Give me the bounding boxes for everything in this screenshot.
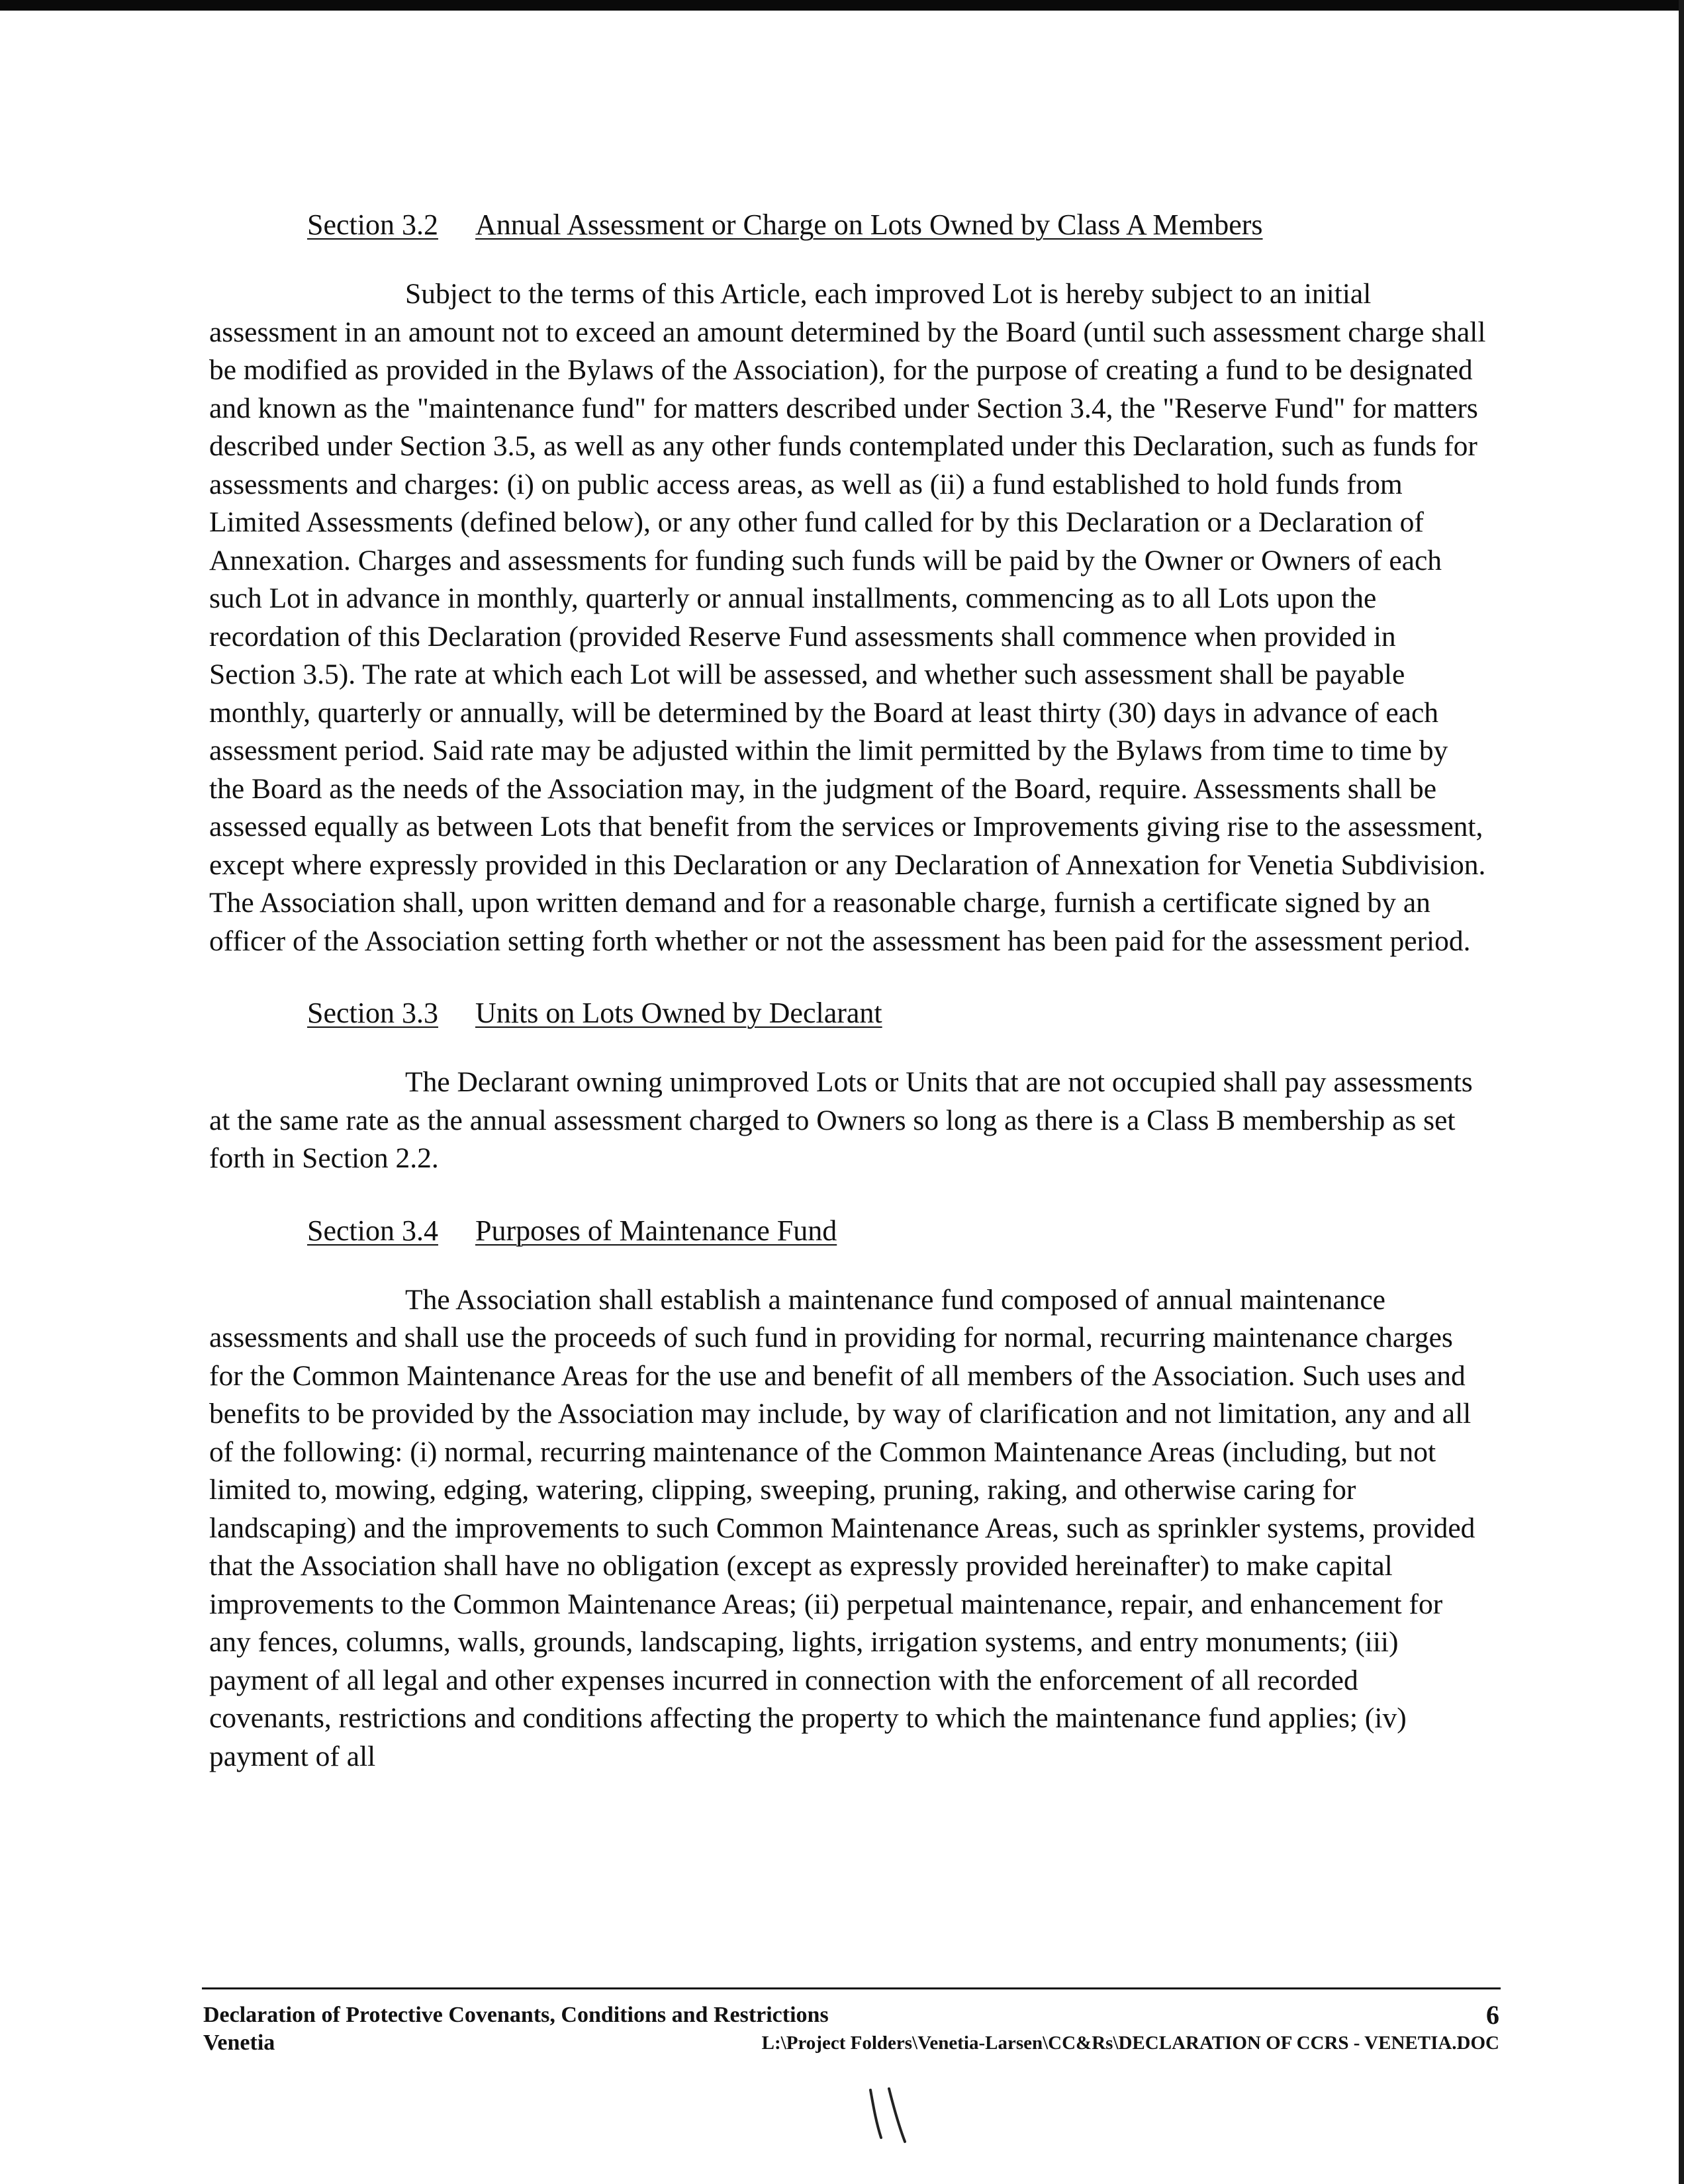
scan-top-border [0,0,1684,11]
section-number: Section 3.2 [307,208,438,241]
section-3-2-body: Subject to the terms of this Article, each improved Lot is hereby subject to an initial assessment in an amount not to exceed an amount determined by the Board (until such assessment charge shall be modified as provided in the Bylaws of the Association), for the purpose of creating a fund to be designated and known as the "maintenance fund" for matters described under Section 3.4, the "Reserve Fund" for matters described under Section 3.5, as well as any other funds contemplated under this Declaration, such as funds for assessments and charges: (i) on public access areas, as well as (ii) a fund established to hold funds from Limited Assessments (defined below), or any other fund called for by this Declaration or a Declaration of Annexation. Charges and assessments for funding such funds will be paid by the Owner or Owners of each such Lot in advance in monthly, quarterly or annual installments, commencing as to all Lots upon the recordation of this Declaration (provided Reserve Fund assessments shall commence when provided in Section 3.5). The rate at which each Lot will be assessed, and whether such assessment shall be payable monthly, quarterly or annually, will be determined by the Board at least thirty (30) days in advance of each assessment period. Said rate may be adjusted within the limit permitted by the Bylaws from time to time by the Board as the needs of the Association may, in the judgment of the Board, require. Assessments shall be assessed equally as between Lots that benefit from the services or Improvements giving rise to the assessment, except where expressly provided in this Declaration or any Declaration of Annexation for Venetia Subdivision. The Association shall, upon written demand and for a reasonable charge, furnish a certificate signed by an officer of the Association setting forth whether or not the assessment has been paid for the assessment period. [209,278,1486,957]
footer-project-name: Venetia [203,2030,275,2055]
section-3-4-heading [209,1211,1487,1251]
section-3-2-heading [209,205,1487,245]
page-footer [202,1987,1501,2057]
footer-page-number: 6 [1486,2000,1499,2030]
section-number: Section 3.4 [307,1214,438,1247]
section-3-4-body: The Association shall establish a maintenance fund composed of annual maintenance assessments and shall use the proceeds of such fund in providing for normal, recurring maintenance charges for the Common Maintenance Areas for the use and benefit of all members of the Association. Such uses and benefits to be provided by the Association may include, by way of clarification and not limitation, any and all of the following: (i) normal, recurring maintenance of the Common Maintenance Areas (including, but not limited to, mowing, edging, watering, clipping, sweeping, pruning, raking, and otherwise caring for landscaping) and the improvements to such Common Maintenance Areas, such as sprinkler systems, provided that the Association shall have no obligation (except as expressly provided hereinafter) to make capital improvements to the Common Maintenance Areas; (ii) perpetual maintenance, repair, and enhancement for any fences, columns, walls, grounds, landscaping, lights, irrigation systems, and entry monuments; (iii) payment of all legal and other expenses incurred in connection with the enforcement of all recorded covenants, restrictions and conditions affecting the property to which the maintenance fund applies; (iv) payment of all [209,1283,1475,1772]
section-title: Purposes of Maintenance Fund [475,1214,837,1247]
footer-doc-title: Declaration of Protective Covenants, Conditions and Restrictions [203,2003,829,2027]
footer-file-path: L:\Project Folders\Venetia-Larsen\CC&Rs\DECLARATION OF CCRS - VENETIA.DOC [761,2032,1499,2054]
footer-row-2 [202,2029,1501,2057]
section-3-3-body: The Declarant owning unimproved Lots or Units that are not occupied shall pay assessments at the same rate as the annual assessment charged to Owners so long as there is a Class B membership as set forth in Section 2.2. [209,1066,1473,1174]
section-title: Annual Assessment or Charge on Lots Owned by Class A Members [475,208,1263,241]
document-page [209,205,1487,1809]
section-title: Units on Lots Owned by Declarant [475,997,882,1029]
section-3-3-heading [209,993,1487,1033]
scan-right-border [1679,0,1684,2184]
handwritten-mark [864,2085,910,2144]
section-number: Section 3.3 [307,997,438,1029]
footer-row-1 [202,2001,1501,2029]
